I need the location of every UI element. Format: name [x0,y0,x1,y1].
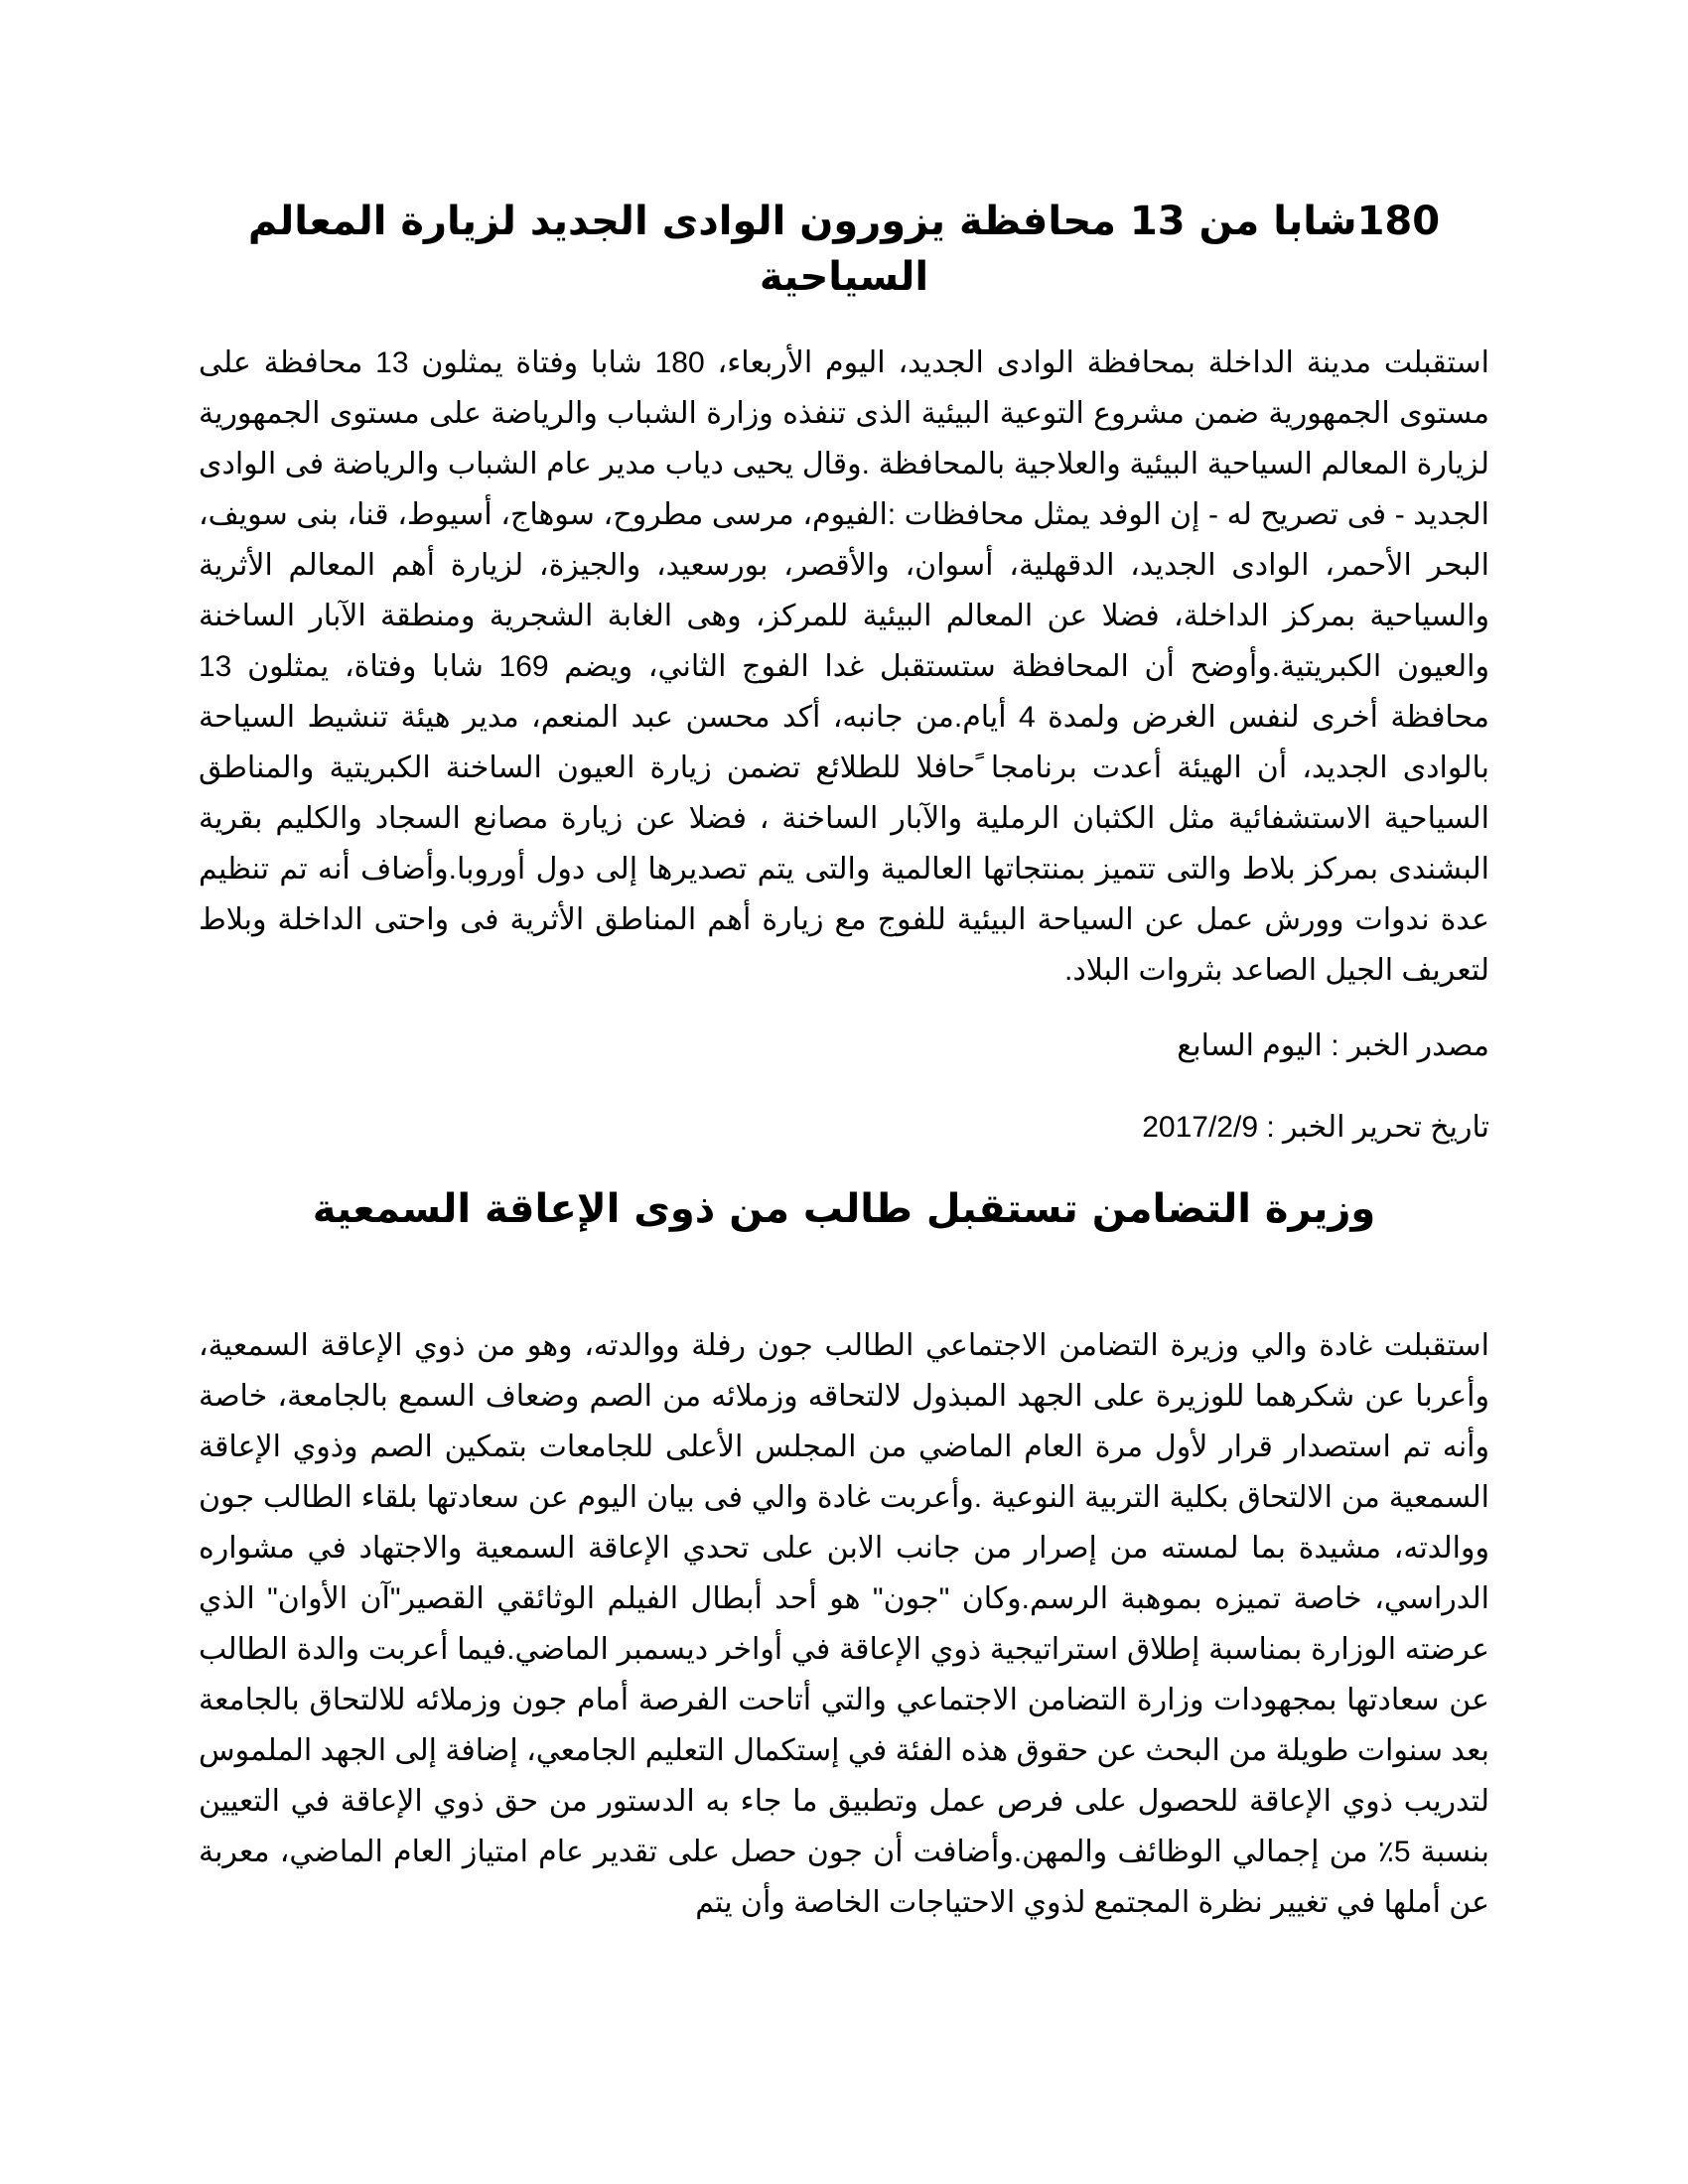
document-page [199,0,1489,2184]
article-1-source-block [199,1024,1489,1068]
article-2-headline: وزيرة التضامن تستقبل طالب من ذوى الإعاقة السمعية [312,1186,1376,1232]
article-2 [199,1181,1489,1237]
article-2-body-block [199,1320,1489,1928]
article-1-date: تاريخ تحرير الخبر : 2017/2/9 [1142,1111,1489,1144]
article-1-date-block [199,1106,1489,1150]
article-1-body: استقبلت مدينة الداخلة بمحافظة الوادى الجديد، اليوم الأربعاء، 180 شابا وفتاة يمثلون 13 محافظة على مستوى الجمهورية ضمن مشروع التوعية البيئية الذى تنفذه وزارة الشباب والرياضة على مستوى الجمهورية لزيارة المعالم السياحية البيئية والعلاجية بالمحافظة .وقال يحيى دياب مدير عام الشباب والرياضة فى الوادى الجديد - فى تصريح له - إن الوفد يمثل محافظات :الفيوم، مرسى مطروح، سوهاج، أسيوط، قنا، بنى سويف، البحر الأحمر، الوادى الجديد، الدقهلية، أسوان، والأقصر، بورسعيد، والجيزة، لزيارة أهم المعالم الأثرية والسياحية بمركز الداخلة، فضلا عن المعالم البيئية للمركز، وهى الغابة الشجرية ومنطقة الآبار الساخنة والعيون الكبريتية.وأوضح أن المحافظة ستستقبل غدا الفوج الثاني، ويضم 169 شابا وفتاة، يمثلون 13 محافظة أخرى لنفس الغرض ولمدة 4 أيام.من جانبه، أكد محسن عبد المنعم، مدير هيئة تنشيط السياحة بالوادى الجديد، أن الهيئة أعدت برنامجا ًحافلا للطلائع تضمن زيارة العيون الساخنة الكبريتية والمناطق السياحية الاستشفائية مثل الكثبان الرملية والآبار الساخنة ، فضلا عن زيارة مصانع السجاد والكليم بقرية البشندى بمركز بلاط والتى تتميز بمنتجاتها العالمية والتى يتم تصديرها إلى دول أوروبا.وأضاف أنه تم تنظيم عدة ندوات وورش عمل عن السياحة البيئية للفوج مع زيارة أهم المناطق الأثرية فى واحتى الداخلة وبلاط لتعريف الجيل الصاعد بثروات البلاد. [199,346,1490,987]
article-1-source: مصدر الخبر : اليوم السابع [1177,1029,1489,1062]
article-1-headline: 180شابا من 13 محافظة يزورون الوادى الجديد لزيارة المعالم السياحية [247,199,1441,300]
article-1-body-block [199,338,1489,996]
article-2-body: استقبلت غادة والي وزيرة التضامن الاجتماعي الطالب جون رفلة ووالدته، وهو من ذوي الإعاقة السمعية، وأعربا عن شكرهما للوزيرة على الجهد المبذول لالتحاقه وزملائه من الصم وضعاف السمع بالجامعة، خاصة وأنه تم استصدار قرار لأول مرة العام الماضي من المجلس الأعلى للجامعات بتمكين الصم وذوي الإعاقة السمعية من الالتحاق بكلية التربية النوعية .وأعربت غادة والي فى بيان اليوم عن سعادتها بلقاء الطالب جون ووالدته، مشيدة بما لمسته من إصرار من جانب الابن على تحدي الإعاقة السمعية والاجتهاد في مشواره الدراسي، خاصة تميزه بموهبة الرسم.وكان "جون" هو أحد أبطال الفيلم الوثائقي القصير"آن الأوان" الذي عرضته الوزارة بمناسبة إطلاق استراتيجية ذوي الإعاقة في أواخر ديسمبر الماضي.فيما أعربت والدة الطالب عن سعادتها بمجهودات وزارة التضامن الاجتماعي والتي أتاحت الفرصة أمام جون وزملائه للالتحاق بالجامعة بعد سنوات طويلة من البحث عن حقوق هذه الفئة في إستكمال التعليم الجامعي، إضافة إلى الجهد الملموس لتدريب ذوي الإعاقة للحصول على فرص عمل وتطبيق ما جاء به الدستور من حق ذوي الإعاقة في التعيين بنسبة 5٪ من إجمالي الوظائف والمهن.وأضافت أن جون حصل على تقدير عام امتياز العام الماضي، معربة عن أملها في تغيير نظرة المجتمع لذوي الاحتياجات الخاصة وأن يتم [199,1329,1490,1919]
article-1 [199,194,1489,305]
